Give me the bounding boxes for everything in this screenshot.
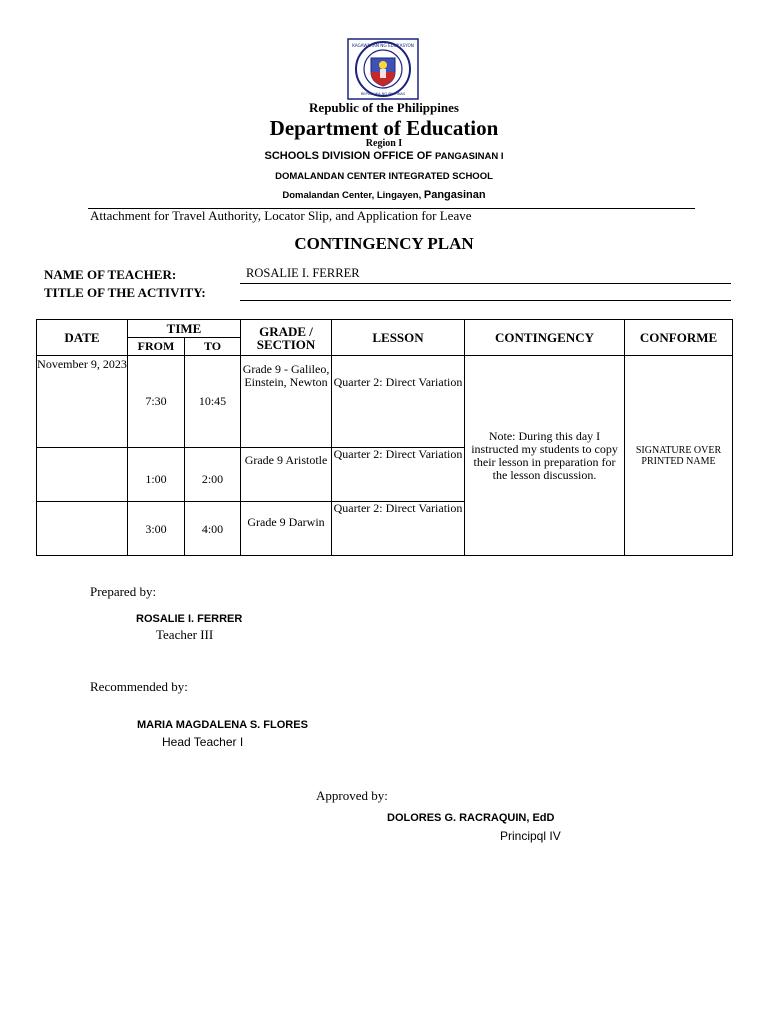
prepared-by-name: ROSALIE I. FERRER: [136, 613, 243, 625]
document-title: CONTINGENCY PLAN: [294, 234, 474, 253]
region-heading: Region I: [365, 138, 403, 149]
header-grade-section: GRADE / SECTION: [241, 320, 332, 356]
teacher-label: NAME OF TEACHER:: [44, 267, 177, 282]
teacher-underline: [240, 283, 731, 284]
header-contingency: CONTINGENCY: [465, 320, 625, 356]
row-from: 1:00: [128, 448, 185, 502]
deped-seal-logo: [347, 38, 419, 100]
row-section: Grade 9 Darwin: [241, 502, 332, 556]
activity-underline: [240, 300, 731, 301]
address-heading: [0, 189, 768, 201]
address-prefix: Domalandan Center, Lingayen,: [282, 190, 424, 201]
row-lesson: Quarter 2: Direct Variation: [332, 448, 465, 502]
svg-text:KAGAWARAN NG EDUKASYON: KAGAWARAN NG EDUKASYON: [352, 43, 414, 48]
school-heading: DOMALANDAN CENTER INTEGRATED SCHOOL: [275, 171, 493, 182]
division-prefix: SCHOOLS DIVISION OFFICE OF: [264, 150, 436, 162]
header-time: TIME: [128, 320, 241, 338]
prepared-by-title: Teacher III: [156, 627, 214, 642]
republic-heading: Republic of the Philippines: [309, 100, 459, 115]
header-from: FROM: [128, 338, 185, 356]
recommended-by-label: Recommended by:: [90, 679, 188, 694]
recommended-by-title: Head Teacher I: [162, 735, 244, 749]
prepared-by-label: Prepared by:: [90, 584, 157, 599]
header-lesson: LESSON: [332, 320, 465, 356]
row-from: 3:00: [128, 502, 185, 556]
conforme-signature: SIGNATURE OVER PRINTED NAME: [625, 356, 733, 556]
contingency-note: Note: During this day I instructed my students to copy their lesson in preparation for the lesson discussion.: [465, 356, 625, 556]
approved-by-title: Principql IV: [500, 829, 561, 843]
division-heading: [0, 150, 768, 162]
svg-text:REPUBLIKA NG PILIPINAS: REPUBLIKA NG PILIPINAS: [360, 92, 406, 96]
row-section: Grade 9 Aristotle: [241, 448, 332, 502]
contingency-table: [36, 319, 733, 556]
row-date: November 9, 2023: [37, 356, 128, 448]
row-lesson: Quarter 2: Direct Variation: [332, 356, 465, 448]
address-province: Pangasinan: [423, 189, 486, 201]
row-from: 7:30: [128, 356, 185, 448]
division-name: PANGASINAN I: [435, 151, 504, 162]
row-to: 2:00: [185, 448, 241, 502]
teacher-value: ROSALIE I. FERRER: [246, 266, 360, 280]
row-to: 4:00: [185, 502, 241, 556]
header-to: TO: [185, 338, 241, 356]
row-date: [37, 502, 128, 556]
row-date: [37, 448, 128, 502]
header-date: DATE: [37, 320, 128, 356]
approved-by-name: DOLORES G. RACRAQUIN, EdD: [387, 812, 555, 824]
approved-by-label: Approved by:: [316, 788, 388, 803]
header-conforme: CONFORME: [625, 320, 733, 356]
row-lesson: Quarter 2: Direct Variation: [332, 502, 465, 556]
row-to: 10:45: [185, 356, 241, 448]
attachment-note: Attachment for Travel Authority, Locator Slip, and Application for Leave: [90, 208, 472, 223]
recommended-by-name: MARIA MAGDALENA S. FLORES: [137, 719, 308, 731]
row-section: Grade 9 - Galileo, Einstein, Newton: [241, 356, 332, 448]
department-heading: Department of Education: [269, 116, 499, 140]
table-row: [37, 356, 733, 448]
activity-label: TITLE OF THE ACTIVITY:: [44, 285, 206, 300]
